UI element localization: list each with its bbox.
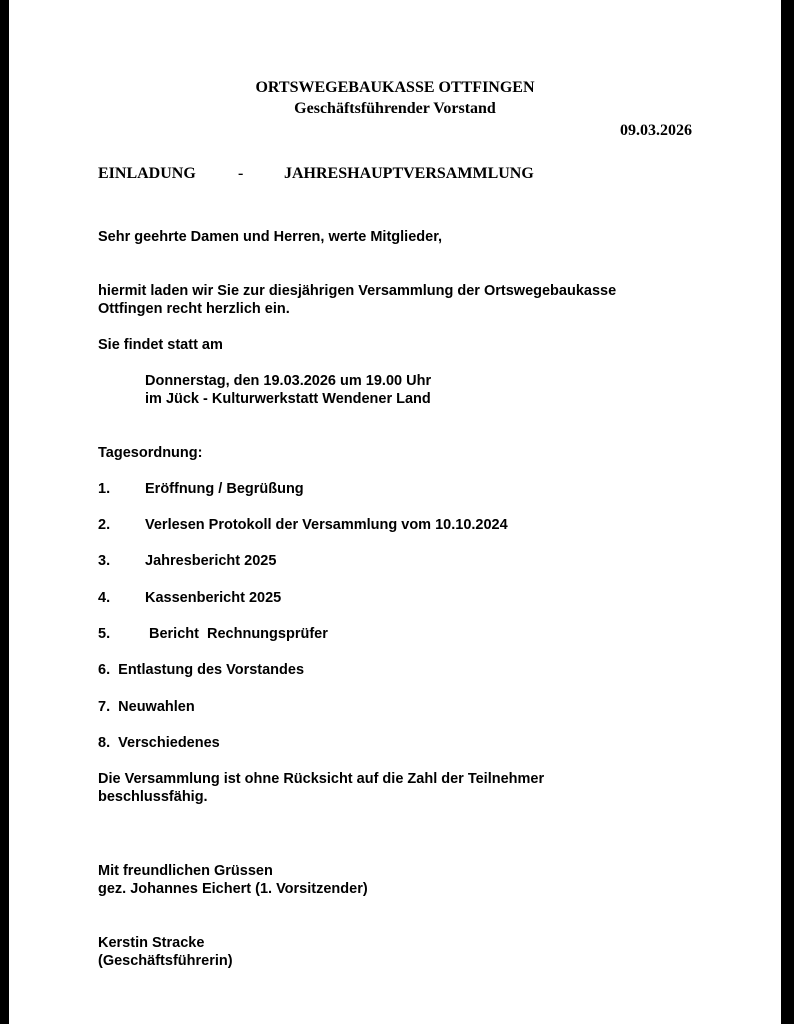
agenda-label: Tagesordnung: [98, 445, 203, 461]
venue-intro: Sie findet statt am [98, 337, 223, 353]
agenda-item-text: Verlesen Protokoll der Versammlung vom 10.10.2024 [145, 517, 508, 533]
agenda-item-text: Entlastung des Vorstandes [118, 662, 305, 678]
agenda-item [98, 735, 220, 751]
agenda-item-number: 2. [98, 517, 111, 533]
agenda-item-text: Eröffnung / Begrüßung [145, 481, 304, 497]
agenda-item-number: 7. [98, 699, 111, 715]
title-invitation: EINLADUNG [98, 165, 196, 182]
agenda-item-number: 1. [98, 481, 111, 497]
quorum-line-1: Die Versammlung ist ohne Rücksicht auf die Zahl der Teilnehmer [98, 771, 545, 787]
agenda-item-text: Bericht Rechnungsprüfer [149, 626, 328, 642]
department-name: Geschäftsführender Vorstand [294, 100, 496, 117]
agenda-item-number: 6. [98, 662, 111, 678]
intro-line-1: hiermit laden wir Sie zur diesjährigen Versammlung der Ortswegebaukasse [98, 283, 617, 299]
closing-greeting: Mit freundlichen Grüssen [98, 863, 273, 879]
salutation: Sehr geehrte Damen und Herren, werte Mitglieder, [98, 229, 443, 245]
agenda-item-text: Verschiedenes [118, 735, 220, 751]
document-date: 09.03.2026 [620, 122, 692, 139]
title-meeting: JAHRESHAUPTVERSAMMLUNG [284, 165, 534, 182]
agenda-item-number: 4. [98, 590, 111, 606]
letter-page [9, 0, 781, 1024]
agenda-item-number: 3. [98, 553, 111, 569]
agenda-item-number: 5. [98, 626, 111, 642]
organization-name: ORTSWEGEBAUKASSE OTTFINGEN [255, 79, 535, 96]
manager-role: (Geschäftsführerin) [98, 953, 233, 969]
closing-signature: gez. Johannes Eichert (1. Vorsitzender) [98, 881, 368, 897]
agenda-item-text: Neuwahlen [118, 699, 195, 715]
event-datetime: Donnerstag, den 19.03.2026 um 19.00 Uhr [145, 373, 432, 389]
agenda-item [98, 699, 195, 715]
agenda-item-text: Jahresbericht 2025 [145, 553, 277, 569]
title-separator: - [238, 165, 244, 182]
intro-line-2: Ottfingen recht herzlich ein. [98, 301, 290, 317]
agenda-item-number: 8. [98, 735, 111, 751]
agenda-item-text: Kassenbericht 2025 [145, 590, 282, 606]
event-location: im Jück - Kulturwerkstatt Wendener Land [145, 391, 431, 407]
manager-name: Kerstin Stracke [98, 935, 205, 951]
quorum-line-2: beschlussfähig. [98, 789, 208, 805]
agenda-item [98, 662, 304, 678]
